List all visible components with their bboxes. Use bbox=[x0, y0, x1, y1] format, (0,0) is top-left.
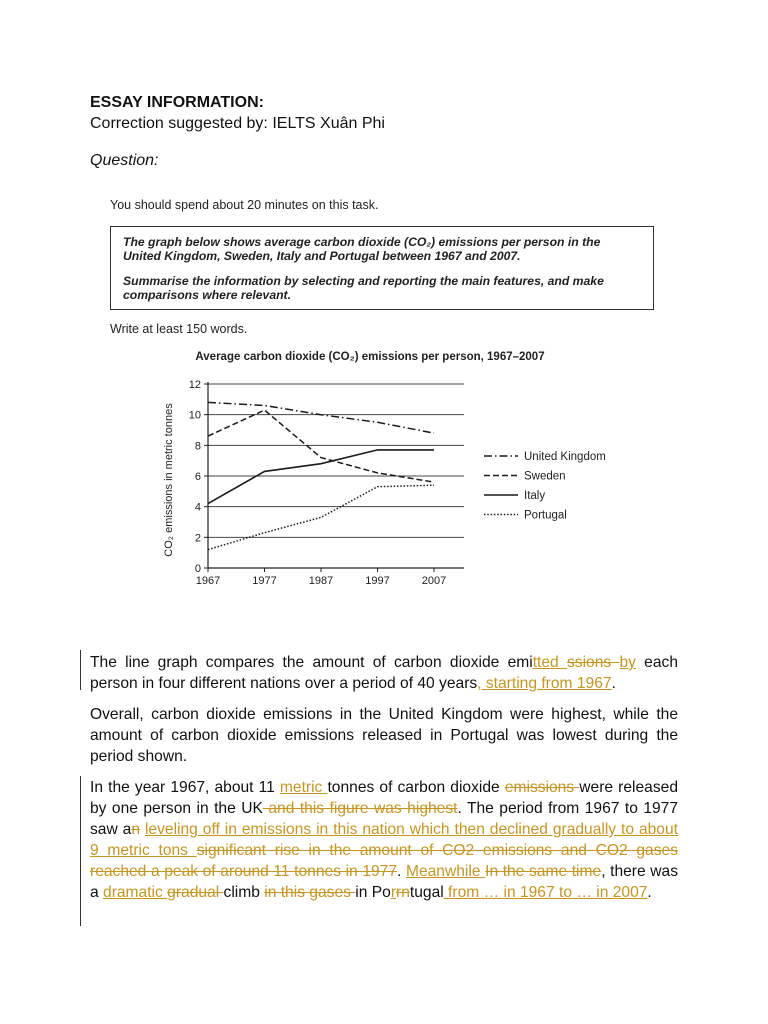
y-tick-label: 10 bbox=[188, 409, 201, 422]
essay-text: each person in four different nations over a period of 40 years bbox=[90, 654, 678, 692]
essay-text: In the year 1967, about 11 bbox=[90, 779, 280, 796]
word-count-instruction: Write at least 150 words. bbox=[110, 322, 248, 336]
inserted-correction: , starting from 1967 bbox=[477, 675, 612, 692]
essay-paragraph-intro bbox=[90, 652, 678, 694]
deleted-text: gradual bbox=[167, 884, 224, 901]
y-tick-label: 12 bbox=[188, 379, 201, 391]
chart-legend bbox=[484, 451, 606, 522]
deleted-text: significant rise in the amount of CO2 emissions and CO2 gases reached a peak of around 11 tonnes in 1977 bbox=[90, 842, 678, 880]
essay-text: tugal bbox=[409, 884, 444, 901]
inserted-correction: metric bbox=[279, 779, 328, 796]
task-box bbox=[110, 226, 654, 310]
deleted-text: in this gases bbox=[264, 884, 356, 901]
essay-text: were released by one person in the UK bbox=[90, 779, 678, 817]
essay-text: Overall, carbon dioxide emissions in the United Kingdom were highest, while the amount of carbon dioxide emissions released in Portugal was lowest during the period shown. bbox=[90, 706, 678, 765]
series-line-portugal bbox=[208, 485, 434, 549]
essay-text: . bbox=[647, 884, 652, 901]
y-tick-label: 2 bbox=[194, 532, 201, 545]
deleted-text: In the same time bbox=[485, 863, 602, 880]
x-tick-label: 1977 bbox=[252, 575, 277, 587]
x-tick-label: 1987 bbox=[308, 575, 334, 587]
inserted-correction: by bbox=[619, 654, 636, 671]
correction-byline: Correction suggested by: IELTS Xuân Phi bbox=[90, 115, 385, 132]
margin-bar bbox=[80, 776, 81, 926]
essay-text: , there was a bbox=[90, 863, 678, 901]
deleted-text: emissions bbox=[504, 779, 580, 796]
essay-text: . bbox=[611, 675, 616, 692]
inserted-correction: r bbox=[390, 884, 397, 901]
inserted-correction: tted bbox=[532, 654, 567, 671]
margin-bar bbox=[80, 650, 81, 690]
y-tick-label: 8 bbox=[194, 440, 201, 453]
x-tick-label: 1997 bbox=[365, 575, 390, 587]
deleted-text: n bbox=[131, 821, 141, 838]
y-tick-label: 6 bbox=[194, 471, 201, 483]
inserted-correction: leveling off in emissions in this nation which then declined gradually to about 9 metric tons bbox=[90, 821, 678, 859]
inserted-correction: Meanwhile bbox=[405, 863, 486, 880]
essay-paragraph-overview bbox=[90, 704, 678, 767]
inserted-correction: from … in 1967 to … in 2007 bbox=[443, 884, 648, 901]
essay-text: tonnes of carbon dioxide bbox=[327, 779, 505, 796]
emissions-line-chart bbox=[150, 346, 640, 591]
question-label: Question: bbox=[90, 152, 159, 169]
essay-info-heading: ESSAY INFORMATION: bbox=[90, 94, 264, 111]
y-tick-label: 0 bbox=[194, 563, 201, 575]
legend-label: Italy bbox=[524, 490, 546, 502]
x-tick-label: 2007 bbox=[421, 575, 447, 587]
deleted-text: and this figure was highest bbox=[262, 800, 458, 817]
x-tick-label: 1967 bbox=[195, 575, 221, 587]
chart-y-axis-label: CO₂ emissions in metric tonnes bbox=[163, 403, 175, 557]
series-line-sweden bbox=[208, 410, 434, 482]
legend-label: Sweden bbox=[524, 470, 566, 483]
essay-text: The line graph compares the amount of carbon dioxide emi bbox=[90, 654, 533, 671]
time-instruction: You should spend about 20 minutes on this task. bbox=[110, 198, 379, 212]
chart-axes bbox=[189, 379, 464, 587]
essay-text: . The period from 1967 to 1977 saw a bbox=[90, 800, 679, 838]
essay-text: in Po bbox=[355, 884, 391, 901]
y-tick-label: 4 bbox=[194, 501, 201, 514]
series-line-united-kingdom bbox=[208, 402, 434, 433]
essay-text: . bbox=[397, 863, 406, 880]
essay-text: climb bbox=[223, 884, 265, 901]
chart-title: Average carbon dioxide (CO₂) emissions per person, 1967–2007 bbox=[195, 351, 545, 363]
deleted-text: ssions bbox=[566, 654, 620, 671]
legend-label: United Kingdom bbox=[524, 451, 606, 463]
legend-label: Portugal bbox=[524, 509, 567, 522]
essay-paragraph-body bbox=[90, 777, 678, 903]
task-description: The graph below shows average carbon dioxide (CO₂) emissions per person in the United Kingdom, Sweden, Italy and Portugal between 1967 and 2007. bbox=[123, 235, 601, 263]
task-summary-instruction: Summarise the information by selecting and reporting the main features, and make comparisons where relevant. bbox=[123, 274, 604, 302]
inserted-correction: dramatic bbox=[103, 884, 168, 901]
deleted-text: rn bbox=[396, 884, 410, 901]
